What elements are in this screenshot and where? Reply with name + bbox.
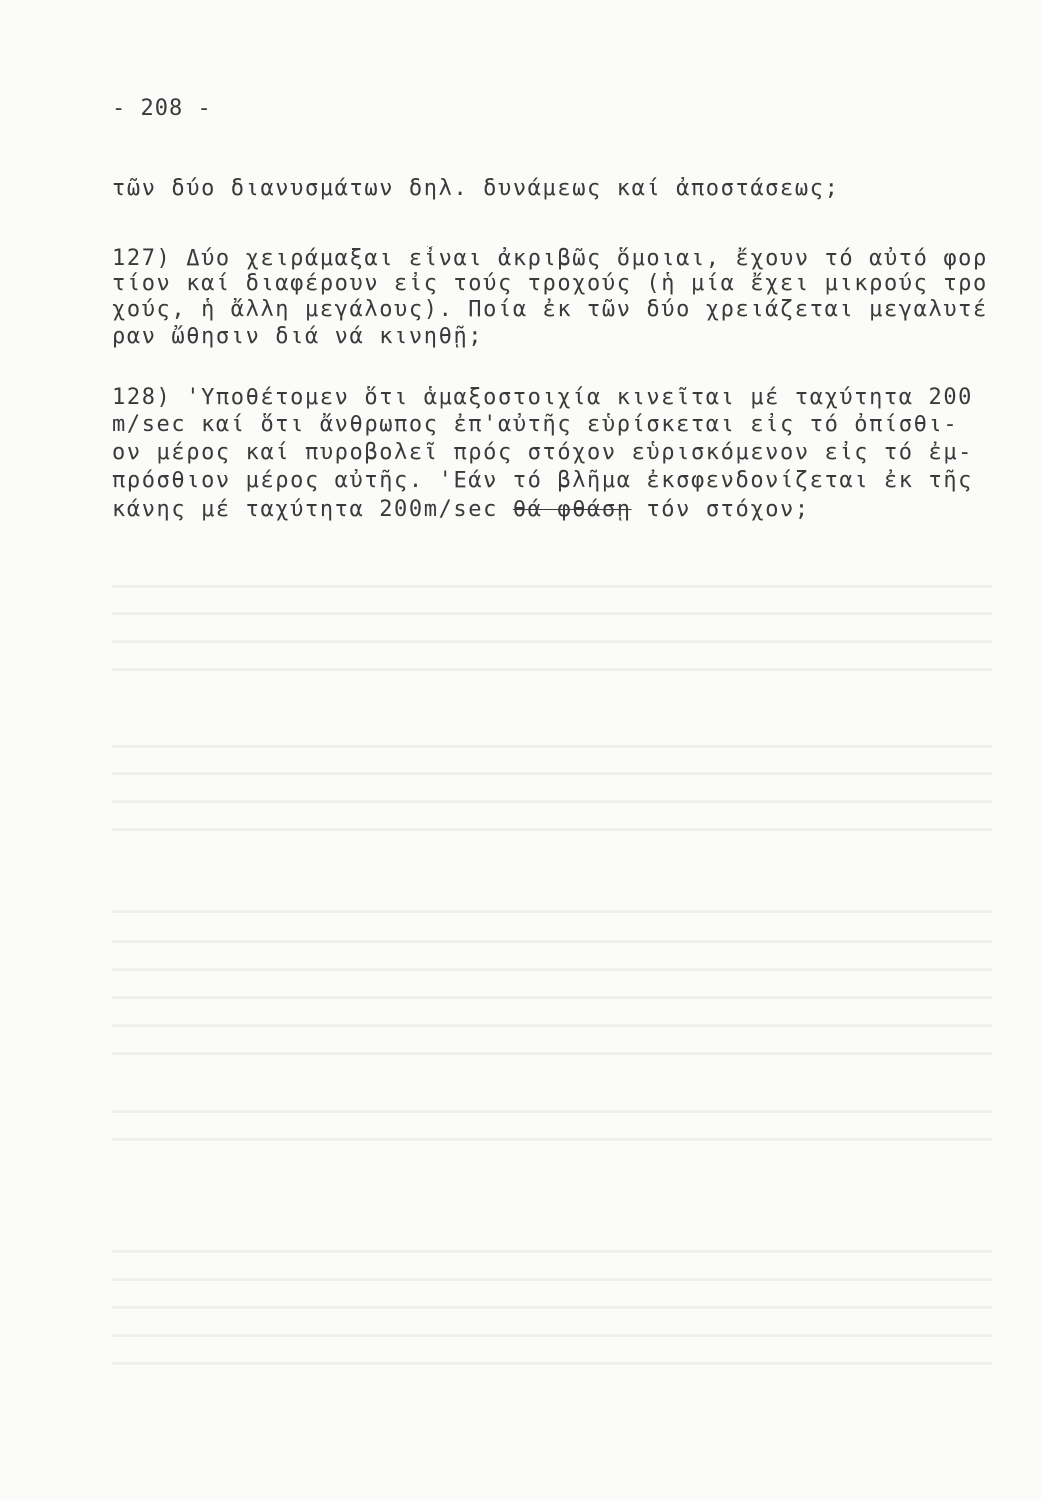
show-through-line: [112, 1024, 992, 1027]
question-127-line-1: 127) Δύο χειράμαξαι εἶναι ἀκριβῶς ὅμοιαι, ἔχουν τό αὐτό φορ: [112, 246, 988, 271]
show-through-line: [112, 745, 992, 748]
question-128-line-5-end: τόν στόχον;: [631, 497, 810, 522]
show-through-line: [112, 668, 992, 671]
show-through-line: [112, 996, 992, 999]
show-through-line: [112, 940, 992, 943]
show-through-line: [112, 968, 992, 971]
show-through-line: [112, 612, 992, 615]
show-through-line: [112, 1278, 992, 1281]
page-number: - 208 -: [112, 96, 212, 121]
question-128-line-5-start: κάνης μέ ταχύτητα 200m/sec: [112, 497, 513, 522]
show-through-line: [112, 585, 992, 588]
show-through-line: [112, 828, 992, 831]
show-through-line: [112, 1138, 992, 1141]
question-128-struck-text: θά φθάσῃ: [512, 497, 632, 522]
show-through-line: [112, 800, 992, 803]
show-through-line: [112, 1362, 992, 1365]
question-127-line-3: χούς, ἡ ἄλλη μεγάλους). Ποία ἐκ τῶν δύο χρειάζεται μεγαλυτέ: [112, 297, 988, 322]
question-128-line-4: πρόσθιον μέρος αὐτῆς. 'Εάν τό βλῆμα ἐκσφενδονίζεται ἐκ τῆς: [112, 468, 974, 493]
question-128-line-5: [112, 497, 992, 523]
show-through-line: [112, 1110, 992, 1113]
show-through-line: [112, 640, 992, 643]
question-127-line-2: τίον καί διαφέρουν εἰς τούς τροχούς (ἡ μία ἔχει μικρούς τρο: [112, 271, 988, 296]
show-through-line: [112, 772, 992, 775]
show-through-line: [112, 1306, 992, 1309]
show-through-line: [112, 1334, 992, 1337]
question-128-line-2: m/sec καί ὅτι ἄνθρωπος ἐπ'αὐτῆς εὑρίσκεται εἰς τό ὀπίσθι-: [112, 412, 959, 437]
intro-line: τῶν δύο διανυσμάτων δηλ. δυνάμεως καί ἀποστάσεως;: [112, 176, 840, 201]
show-through-line: [112, 1052, 992, 1055]
question-128-line-3: ον μέρος καί πυροβολεῖ πρός στόχον εὑρισκόμενον εἰς τό ἐμ-: [112, 440, 974, 465]
question-128-line-1: 128) 'Υποθέτομεν ὅτι ἁμαξοστοιχία κινεῖται μέ ταχύτητα 200: [112, 385, 974, 410]
show-through-line: [112, 1250, 992, 1253]
question-127-line-4: ραν ὤθησιν διά νά κινηθῇ;: [112, 324, 484, 349]
show-through-line: [112, 910, 992, 913]
